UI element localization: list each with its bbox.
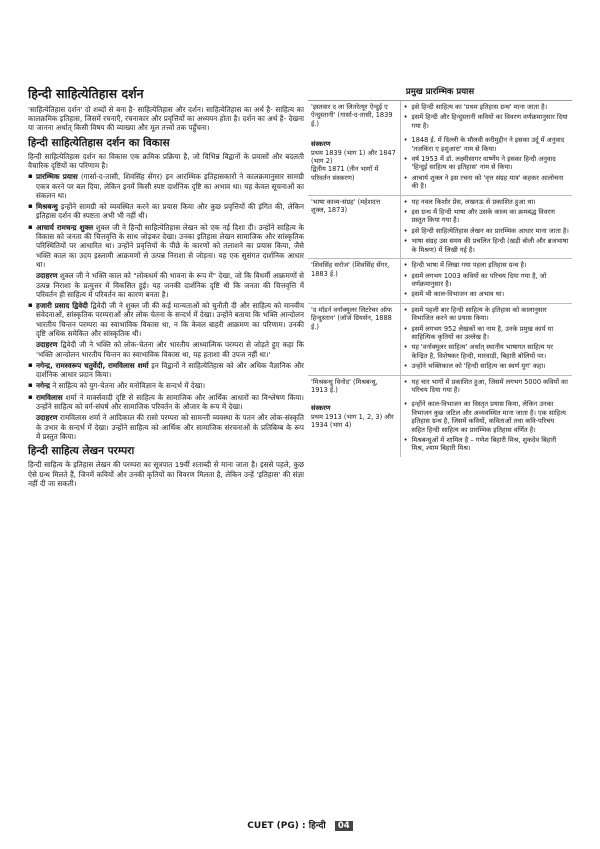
item-heading: आचार्य रामचन्द्र शुक्ल bbox=[36, 222, 94, 232]
detail-item: • आचार्य शुक्ल ने इस रचना को 'वृत्त संग्रह मात्र' कहकर आलोचना की है। bbox=[404, 174, 570, 191]
item-heading: नगेन्द्र, रामस्वरूप चतुर्वेदी, रामविलास शर्मा bbox=[36, 360, 149, 370]
details-list bbox=[404, 136, 570, 190]
list-item bbox=[28, 202, 304, 221]
page-number: 04 bbox=[335, 821, 353, 831]
table-row bbox=[308, 101, 572, 134]
table-body bbox=[308, 101, 572, 457]
list-item bbox=[28, 172, 304, 200]
detail-item: • इसे हिन्दी साहित्येतिहास लेखन का प्रारम्भिक आधार माना जाता है। bbox=[404, 227, 570, 235]
details-cell bbox=[400, 134, 572, 195]
detail-item: • इसमें पहली बार हिन्दी साहित्य के इतिहास को कालानुसार विभाजित करने का प्रयास किया। bbox=[404, 306, 570, 323]
example-item bbox=[28, 413, 304, 441]
item-text: शर्मा ने मार्क्सवादी दृष्टि से साहित्य के सामाजिक और आर्थिक आधारों का विश्लेषण किया। उन्होंने साहित्य को वर्ग-संघर्ष और सामाजिक परिवर्तन के औजार के रूप में देखा। bbox=[36, 392, 304, 412]
detail-item: • मिश्रबन्धुओं में शामिल है – गणेश बिहारी मिश्र, शुकदेव बिहारी मिश्र, श्याम बिहारी मिश्र। bbox=[404, 436, 570, 453]
table-row bbox=[308, 259, 572, 304]
edition-label: संस्करण bbox=[311, 404, 331, 413]
work-title: 'द मॉडर्न वर्नाक्युलर लिटरेचर ऑफ हिन्दुस्तान' (जॉर्ज ग्रियर्सन, 1888 ई.) bbox=[311, 305, 392, 331]
example-label: उदाहरण bbox=[36, 340, 58, 350]
details-cell bbox=[400, 375, 572, 398]
details-cell bbox=[400, 195, 572, 258]
detail-item: • हिन्दी भाषा में लिखा गया पहला इतिहास ग्रन्थ है। bbox=[404, 261, 570, 269]
detail-item: • यह 'वर्नाक्युलर साहित्य' अर्थात् स्थानीय भाषागत साहित्य पर केन्द्रित है, विशेषकर हिन्दी, मारवाड़ी, बिहारी बोलियों पर। bbox=[404, 343, 570, 360]
left-column bbox=[28, 86, 304, 490]
table-row bbox=[308, 303, 572, 375]
detail-item: • इसमें हिन्दी और हिन्दुस्तानी कवियों का विवरण वर्णक्रमानुसार दिया गया है। bbox=[404, 113, 570, 130]
detail-item: • यह चार भागों में प्रकाशित हुआ, जिसमें लगभग 5000 कवियों का परिचय दिया गया है। bbox=[404, 378, 570, 395]
footer-text: CUET (PG) : हिन्दी bbox=[247, 821, 326, 831]
example-label: उदाहरण bbox=[36, 271, 58, 281]
details-cell bbox=[400, 398, 572, 456]
item-text: (गार्सा-द-तासी, शिवसिंह सेंगर) इन आरम्भिक इतिहासकारों ने कालक्रमानुसार सामग्री एकत्र करने पर बल दिया, लेकिन इनमें किसी स्पष्ट दार्शनिक दृष्टि का अभाव था। यह केवल सूचनाओं का संकलन था। bbox=[36, 172, 304, 200]
details-list bbox=[404, 400, 570, 452]
work-cell bbox=[308, 195, 400, 258]
details-list bbox=[404, 198, 570, 254]
section-heading-development: हिन्दी साहित्येतिहास दर्शन का विकास bbox=[28, 136, 170, 149]
example-text: रामविलास शर्मा ने आदिकाल की रासो परम्परा को सामन्ती व्यवस्था के पतन और लोक-संस्कृति के उभार के सन्दर्भ में देखा। उन्होंने साहित्य को आर्थिक और सामाजिक संरचनाओं के प्रतिबिम्ब के रूप में प्रस्तुत किया। bbox=[36, 413, 304, 441]
list-item bbox=[28, 223, 304, 269]
table-row bbox=[308, 134, 572, 195]
item-text: इन्होंने सामग्री को व्यवस्थित करने का प्रयास किया और कुछ प्रवृत्तियों की इंगित की, लेकिन इतिहास दर्शन की स्पष्टता अभी भी नहीं थी। bbox=[36, 202, 304, 221]
details-list bbox=[404, 103, 570, 130]
item-heading: हजारी प्रसाद द्विवेदी bbox=[36, 301, 88, 311]
details-cell bbox=[400, 303, 572, 375]
table-row bbox=[308, 398, 572, 456]
page-footer bbox=[0, 818, 600, 831]
detail-item: • वर्ष 1953 में डॉ. लक्ष्मीसागर वार्ष्णेय ने इसका हिन्दी अनुवाद 'हिन्दुई साहित्य का इतिहास' नाम से किया। bbox=[404, 155, 570, 172]
work-cell bbox=[308, 101, 400, 134]
tradition-paragraph: हिन्दी साहित्य के इतिहास लेखन की परम्परा का सूत्रपात 19वीं शताब्दी से माना जाता है। इससे पहले, कुछ ऐसे ग्रन्थ मिलते हैं, जिनमें कवियों और उनकी कृतियों का विवरण मिलता है, लेकिन उन्हें 'इतिहास' की संज्ञा नहीं दी जा सकती। bbox=[28, 460, 304, 488]
work-title: 'इस्तवार द ला लितरेत्यूर ऐन्दुई ए ऐन्दुस्तानी' (गार्सा-द-तासी, 1839 ई.) bbox=[311, 103, 393, 128]
item-text: शुक्ल जी ने हिन्दी साहित्येतिहास लेखन को एक नई दिशा दी। उन्होंने साहित्य के विकास को जनता की चित्तवृत्ति के साथ जोड़कर देखा। उनका इतिहास लेखन सामाजिक और सांस्कृतिक परिस्थितियों पर आधारित था। उन्होंने प्रवृत्तियों के पीछे के कारणों को तलाशने का प्रयास किया, जैसे भक्ति काल का उदय इस्लामी आक्रमणों से उत्पन्न निराशा से जोड़ना। यह एक सुसंगत दार्शनिक आधार था। bbox=[36, 222, 304, 269]
example-text: द्विवेदी जी ने भक्ति को लोक-चेतना और भारतीय आध्यात्मिक परम्परा से जोड़ते हुए कहा कि 'भक्ति आन्दोलन भारतीय चिन्तन का स्वाभाविक विकास था, यह हताशा की उपज नहीं था।' bbox=[36, 340, 304, 359]
details-list bbox=[404, 378, 570, 395]
example-label: उदाहरण bbox=[36, 413, 58, 423]
edition-label: संस्करण bbox=[311, 140, 331, 149]
example-text: शुक्ल जी ने भक्ति काल को "लोकधर्म की भावना के रूप में" देखा, जो कि विधर्मी आक्रमणों से उत्पन्न निराशा के प्रत्युत्तर में विकसित हुई। यह जनकी दार्शनिक दृष्टि थी कि जनता की चित्तवृत्ति में परिवर्तन ही साहित्य में परिवर्तन का कारण बनता है। bbox=[36, 271, 304, 299]
item-text: इन विद्वानों ने साहित्येतिहास को और अधिक वैज्ञानिक और दार्शनिक आधार प्रदान किया। bbox=[36, 360, 304, 380]
detail-item: • इसमें लगभग 1003 कवियों का परिचय दिया गया है, जो वर्णक्रमानुसार है। bbox=[404, 272, 570, 289]
work-cell bbox=[308, 398, 400, 456]
work-title: 'मिश्रबन्धु विनोद' (मिश्रबन्धु, 1913 ई.) bbox=[311, 377, 378, 394]
details-list bbox=[404, 306, 570, 371]
section-intro: हिन्दी साहित्येतिहास दर्शन का विकास एक क्रमिक प्रक्रिया है, जो विभिन्न विद्वानों के प्रयासों और बदलती वैचारिक दृष्टियों का परिणाम है। bbox=[28, 151, 304, 170]
detail-item: • यह नवल किशोर प्रेस, लखनऊ से प्रकाशित हुआ था। bbox=[404, 198, 570, 206]
item-heading: प्रारम्भिक प्रयास bbox=[36, 172, 78, 182]
example-item bbox=[28, 340, 304, 359]
example-item bbox=[28, 271, 304, 299]
development-list bbox=[28, 172, 304, 441]
page-title: हिन्दी साहित्येतिहास दर्शन bbox=[28, 86, 144, 101]
list-item bbox=[28, 361, 304, 380]
work-title: 'भाषा काव्य-संग्रह' (महेशदत्त शुक्ल, 1873) bbox=[311, 197, 381, 215]
item-heading: नगेन्द्र bbox=[36, 381, 51, 391]
detail-item: • इसमें लगभग 952 लेखकों का नाम है, उनके प्रमुख कार्य या साहित्यिक कृतियों का उल्लेख है। bbox=[404, 325, 570, 342]
work-cell bbox=[308, 303, 400, 375]
work-cell bbox=[308, 375, 400, 398]
list-item bbox=[28, 393, 304, 412]
details-cell bbox=[400, 259, 572, 304]
section-heading-tradition: हिन्दी साहित्य लेखन परम्परा bbox=[28, 445, 135, 458]
detail-item: • 1848 ई. में दिल्ली के मौलवी करीमुद्दीन ने इसका उर्दू में अनुवाद 'तजकिरा ए इशुआरा' नाम से किया। bbox=[404, 136, 570, 153]
item-text: ने साहित्य को युग-चेतना और मनोविज्ञान के सन्दर्भ में देखा। bbox=[50, 381, 206, 391]
work-cell bbox=[308, 134, 400, 195]
detail-item: • उन्होंने भक्तिकाल को 'हिन्दी साहित्य का स्वर्ण युग' कहा। bbox=[404, 362, 570, 370]
work-title: प्रथम 1839 (भाग 1) और 1847 (भाग 2) द्वितीय 1871 (तीन भागों में परिवर्तन संस्करण) bbox=[311, 148, 396, 182]
detail-item: • इन्होंने काल-विभाजन का विस्तृत प्रयास किया, लेकिन उनका विभाजन कुछ जटिल और अव्यवस्थित माना जाता है। एक साहित्य इतिहास ग्रन्थ है, जिसमें कवियों, कविताओं तथा कवि-परिचय सहित हिन्दी साहित्य का प्रारम्भिक इतिहास वर्णित है। bbox=[404, 400, 570, 434]
work-title: 'शिवसिंह सरोज' (शिवसिंह सेंगर, 1883 ई.) bbox=[311, 261, 390, 278]
details-cell bbox=[400, 101, 572, 134]
work-title: प्रथम 1913 (भाग 1, 2, 3) और 1934 (भाग 4) bbox=[311, 412, 394, 430]
table-row bbox=[308, 375, 572, 398]
list-item bbox=[28, 381, 304, 390]
table-title: प्रमुख प्रारम्भिक प्रयास bbox=[308, 84, 572, 101]
list-item bbox=[28, 301, 304, 338]
detail-item: • इस ग्रन्थ में हिन्दी भाषा और उसके काव्य का क्रमबद्ध विवरण प्रस्तुत किया गया है। bbox=[404, 208, 570, 225]
detail-item: • इसमें भी काल-विभाजन का अभाव था। bbox=[404, 290, 570, 298]
right-column bbox=[308, 84, 572, 457]
early-efforts-table bbox=[308, 101, 572, 457]
work-cell bbox=[308, 259, 400, 304]
intro-paragraph: 'साहित्येतिहास दर्शन' दो शब्दों से बना है- साहित्येतिहास और दर्शन। साहित्येतिहास का अर्थ है- साहित्य का कालक्रमिक इतिहास, जिसमें रचनाएँ, रचनाकार और प्रवृत्तियों का अध्ययन होता है। दर्शन का अर्थ है- देखना या जानना अर्थात् किसी विषय की व्याख्या और मूल तत्त्वों तक पहुँचना। bbox=[28, 104, 304, 133]
table-row bbox=[308, 195, 572, 258]
item-heading: मिश्रबन्धु bbox=[36, 202, 58, 212]
item-heading: रामविलास bbox=[36, 392, 63, 402]
detail-item: • इसे हिन्दी साहित्य का 'प्रथम इतिहास ग्रन्थ' माना जाता है। bbox=[404, 103, 570, 111]
details-list bbox=[404, 261, 570, 299]
detail-item: • भाषा संग्रह उस समय की प्रचलित हिन्दी (खड़ी बोली और ब्रजभाषा के मिश्रण) में लिखी गई है। bbox=[404, 237, 570, 254]
item-text: द्विवेदी जी ने शुक्ल जी की कई मान्यताओं को चुनौती दी और साहित्य को मानवीय संवेदनाओं, सांस्कृतिक परम्पराओं और लोक चेतना के सन्दर्भ में देखा। उन्होंने बताया कि भक्ति आन्दोलन भारतीय चिन्तन परम्परा का स्वाभाविक विकास था, न कि केवल बाहरी आक्रमण का परिणाम। उनकी दृष्टि अधिक समेकित और सांस्कृतिक थी। bbox=[36, 301, 304, 338]
